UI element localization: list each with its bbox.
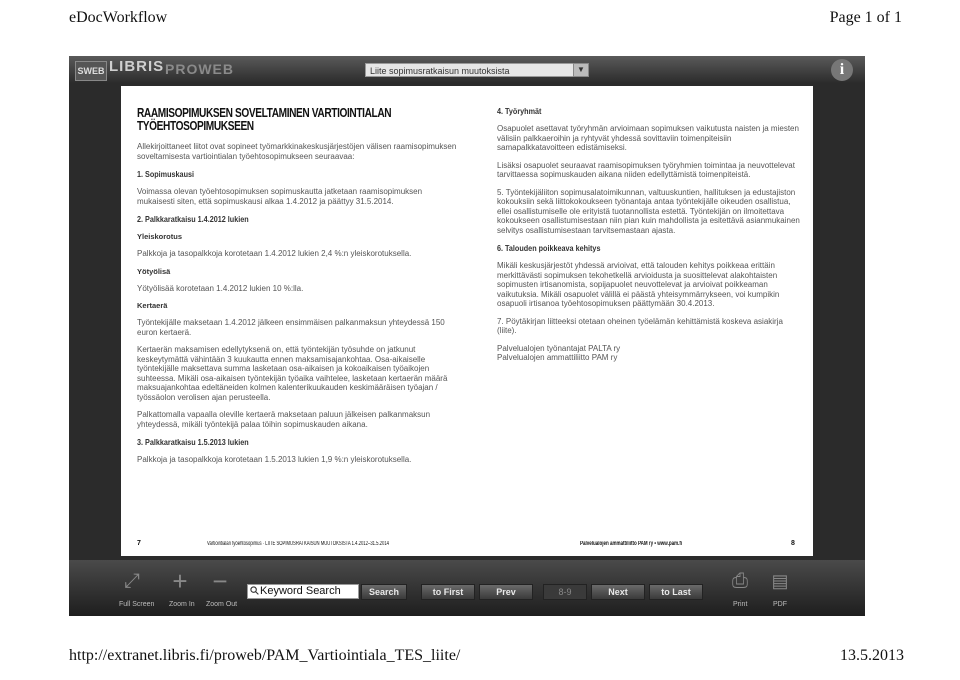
document-page: [121, 86, 813, 556]
section-4-text-2: Lisäksi osapuolet seuraavat raamisopimuksen työryhmien toimintaa ja neuvottelevat tarvittaessa sopimuskauden aikana niiden edellyttämistä toimenpiteistä.: [497, 160, 795, 179]
section-2-text-4: Kertaerän maksamisen edellytyksenä on, että työntekijän työsuhde on jatkunut keskeytymättä vähintään 3 kuukautta ennen maksamisajankohtaa. Osa-aikaiselle työntekijälle maksettava summa lasketaan osa-aikaisen ja kokoaikaisen työaikojen suhteessa. Mikäli osa-aikaisen työntekijän työaika vaihtelee, lasketaan kertaerän määrä maksuajankohtaa edeltäneiden kolmen kalenterikuukauden keskimääräisen työajan / työssäolon verolisen ajan perusteella.: [137, 345, 448, 402]
viewer-toolbar: [69, 560, 865, 616]
fullscreen-icon[interactable]: ⤢: [124, 570, 140, 592]
print-icon[interactable]: ⎙: [732, 570, 748, 592]
doc-title-line1: RAAMISOPIMUKSEN SOVELTAMINEN VARTIOINTIALAN: [137, 105, 392, 120]
page-footer-left-text: Vartiointialan työehtosopimus · LIITE SOPIMUSRATKAISUN MUUTOKSISTA 1.4.2012–31.5.2014: [207, 541, 390, 547]
zoom-in-label[interactable]: Zoom In: [169, 601, 195, 608]
section-3-title: 3. Palkkaratkaisu 1.5.2013 lukien: [137, 437, 249, 447]
print-label[interactable]: Print: [733, 601, 748, 608]
section-2-subtitle-kertaera: Kertaerä: [137, 301, 168, 310]
section-1-text: Voimassa olevan työehtosopimuksen sopimuskautta jatketaan raamisopimuksen mukaisesti siten, että sopimuskausi alkaa 1.4.2012 ja päättyy 31.5.2014.: [137, 187, 423, 206]
signature-employer: Palvelualojen työnantajat PALTA ry: [497, 343, 621, 353]
zoom-out-icon[interactable]: −: [212, 566, 228, 596]
section-6-text: Mikäli keskusjärjestöt yhdessä arvioivat, että talouden kehitys poikkeaa erittäin merkittävästi sopimuksen tekohetkellä arvioidusta ja suosittelevat alakohtaisten sopimusten irtisanomista, sopijapuolet neuvottelevat ja arvioivat poikkeaman vaikutuksia. Mikäli osapuolet välillä ei päästä yhteisymmärrykseen, voi kumpikin osapuoli irtisanoa työehtosopimuksen päättymään 30.4.2013.: [497, 261, 780, 308]
search-button[interactable]: Search: [361, 584, 407, 600]
logo-mark: SWEB: [75, 61, 107, 81]
section-2-subtitle-yleiskorotus: Yleiskorotus: [137, 232, 183, 241]
section-2-text-2: Yötyölisää korotetaan 1.4.2012 lukien 10 %:lla.: [137, 283, 304, 293]
viewer-top-bar: [69, 56, 865, 84]
search-input[interactable]: Keyword Search: [247, 584, 359, 599]
prev-page-button[interactable]: Prev: [479, 584, 533, 600]
document-viewer: [69, 56, 865, 616]
print-page-number: Page 1 of 1: [829, 9, 902, 26]
document-select[interactable]: Liite sopimusratkaisun muutoksista: [365, 63, 585, 77]
section-6-title: 6. Talouden poikkeava kehitys: [497, 243, 601, 253]
section-2-subtitle-yotyolisa: Yötyölisä: [137, 266, 171, 276]
section-2-text-1: Palkkoja ja tasopalkkoja korotetaan 1.4.2012 lukien 2,4 %:n yleiskorotuksella.: [137, 249, 412, 258]
first-page-button[interactable]: to First: [421, 584, 475, 600]
page-number-left: 7: [137, 540, 141, 547]
section-1-title: 1. Sopimuskausi: [137, 169, 195, 179]
print-header-title: eDocWorkflow: [69, 9, 168, 26]
section-4-title: 4. Työryhmät: [497, 106, 542, 116]
page-right-column: [497, 106, 802, 363]
print-footer-url: http://extranet.libris.fi/proweb/PAM_Vartiointiala_TES_liite/: [69, 647, 461, 664]
intro-paragraph: Allekirjoittaneet liitot ovat sopineet työmarkkinakeskusjärjestöjen välisen raamisopimuksen soveltamisesta vartiointialan työehtosopimukseen seuraavaa:: [137, 142, 457, 161]
section-2-text-5: Palkattomalla vapaalla oleville kertaerä maksetaan paluun jälkeisen palkanmaksun yhteydessä, mikäli työntekijä palaa töihin sopimuskauden aikana.: [137, 410, 431, 429]
zoom-in-icon[interactable]: +: [172, 566, 188, 596]
page-left-column: [137, 106, 457, 473]
app-logo-sub: PROWEB: [165, 61, 234, 77]
section-4-text-1: Osapuolet asettavat työryhmän arvioimaan sopimuksen vaikutusta naisten ja miesten välisiin palkkaeroihin ja ryhtyvät yhdessä sovittaviin toimenpiteisiin samapalkkatavoitteen edistämiseksi.: [497, 124, 799, 152]
pdf-label[interactable]: PDF: [773, 601, 787, 608]
doc-title-line2: TYÖEHTOSOPIMUKSEEN: [137, 118, 254, 133]
section-7-text: 7. Pöytäkirjan liitteeksi otetaan oheinen työelämän kehittämistä koskeva asiakirja (liite).: [497, 316, 783, 335]
pdf-icon[interactable]: ▤: [771, 571, 789, 591]
section-2-text-3: Työntekijälle maksetaan 1.4.2012 jälkeen ensimmäisen palkanmaksun yhteydessä 150 euron kertaerä.: [137, 318, 445, 337]
print-footer-date: 13.5.2013: [840, 647, 904, 664]
last-page-button[interactable]: to Last: [649, 584, 703, 600]
zoom-out-label[interactable]: Zoom Out: [206, 601, 238, 608]
app-logo: LIBRIS: [109, 58, 165, 75]
next-page-button[interactable]: Next: [591, 584, 645, 600]
page-number-input[interactable]: 8-9: [543, 584, 587, 600]
chevron-down-icon[interactable]: ▼: [573, 63, 589, 77]
fullscreen-label[interactable]: Full Screen: [119, 601, 155, 608]
search-icon: [250, 586, 259, 595]
page-footer: [137, 540, 797, 550]
section-2-title: 2. Palkkaratkaisu 1.4.2012 lukien: [137, 214, 249, 224]
page-footer-right-text: Palvelualojen ammattiliitto PAM ry • www.pam.fi: [580, 541, 683, 547]
section-3-text: Palkkoja ja tasopalkkoja korotetaan 1.5.2013 lukien 1,9 %:n yleiskorotuksella.: [137, 455, 412, 464]
signature-union: Palvelualojen ammattiliitto PAM ry: [497, 353, 618, 362]
info-icon[interactable]: i: [831, 59, 853, 81]
page-number-right: 8: [791, 540, 795, 547]
section-5-text: 5. Työntekijäliiton sopimusalatoimikunnan, valtuuskuntien, hallituksen ja edustajiston kokouksiin sekä liittokokoukseen työnantaja antaa työntekijälle oikeuden osallistua, ellei osallistumiselle ole erityistä tuotannollista estettä. Työntekijän on ilmoitettava kokoukseen osallistumisestaan niin pian kuin mahdollista ja esitettävä asianmukainen selvitys osallistumisestaan tarvitsemastaan ajasta.: [497, 187, 800, 235]
